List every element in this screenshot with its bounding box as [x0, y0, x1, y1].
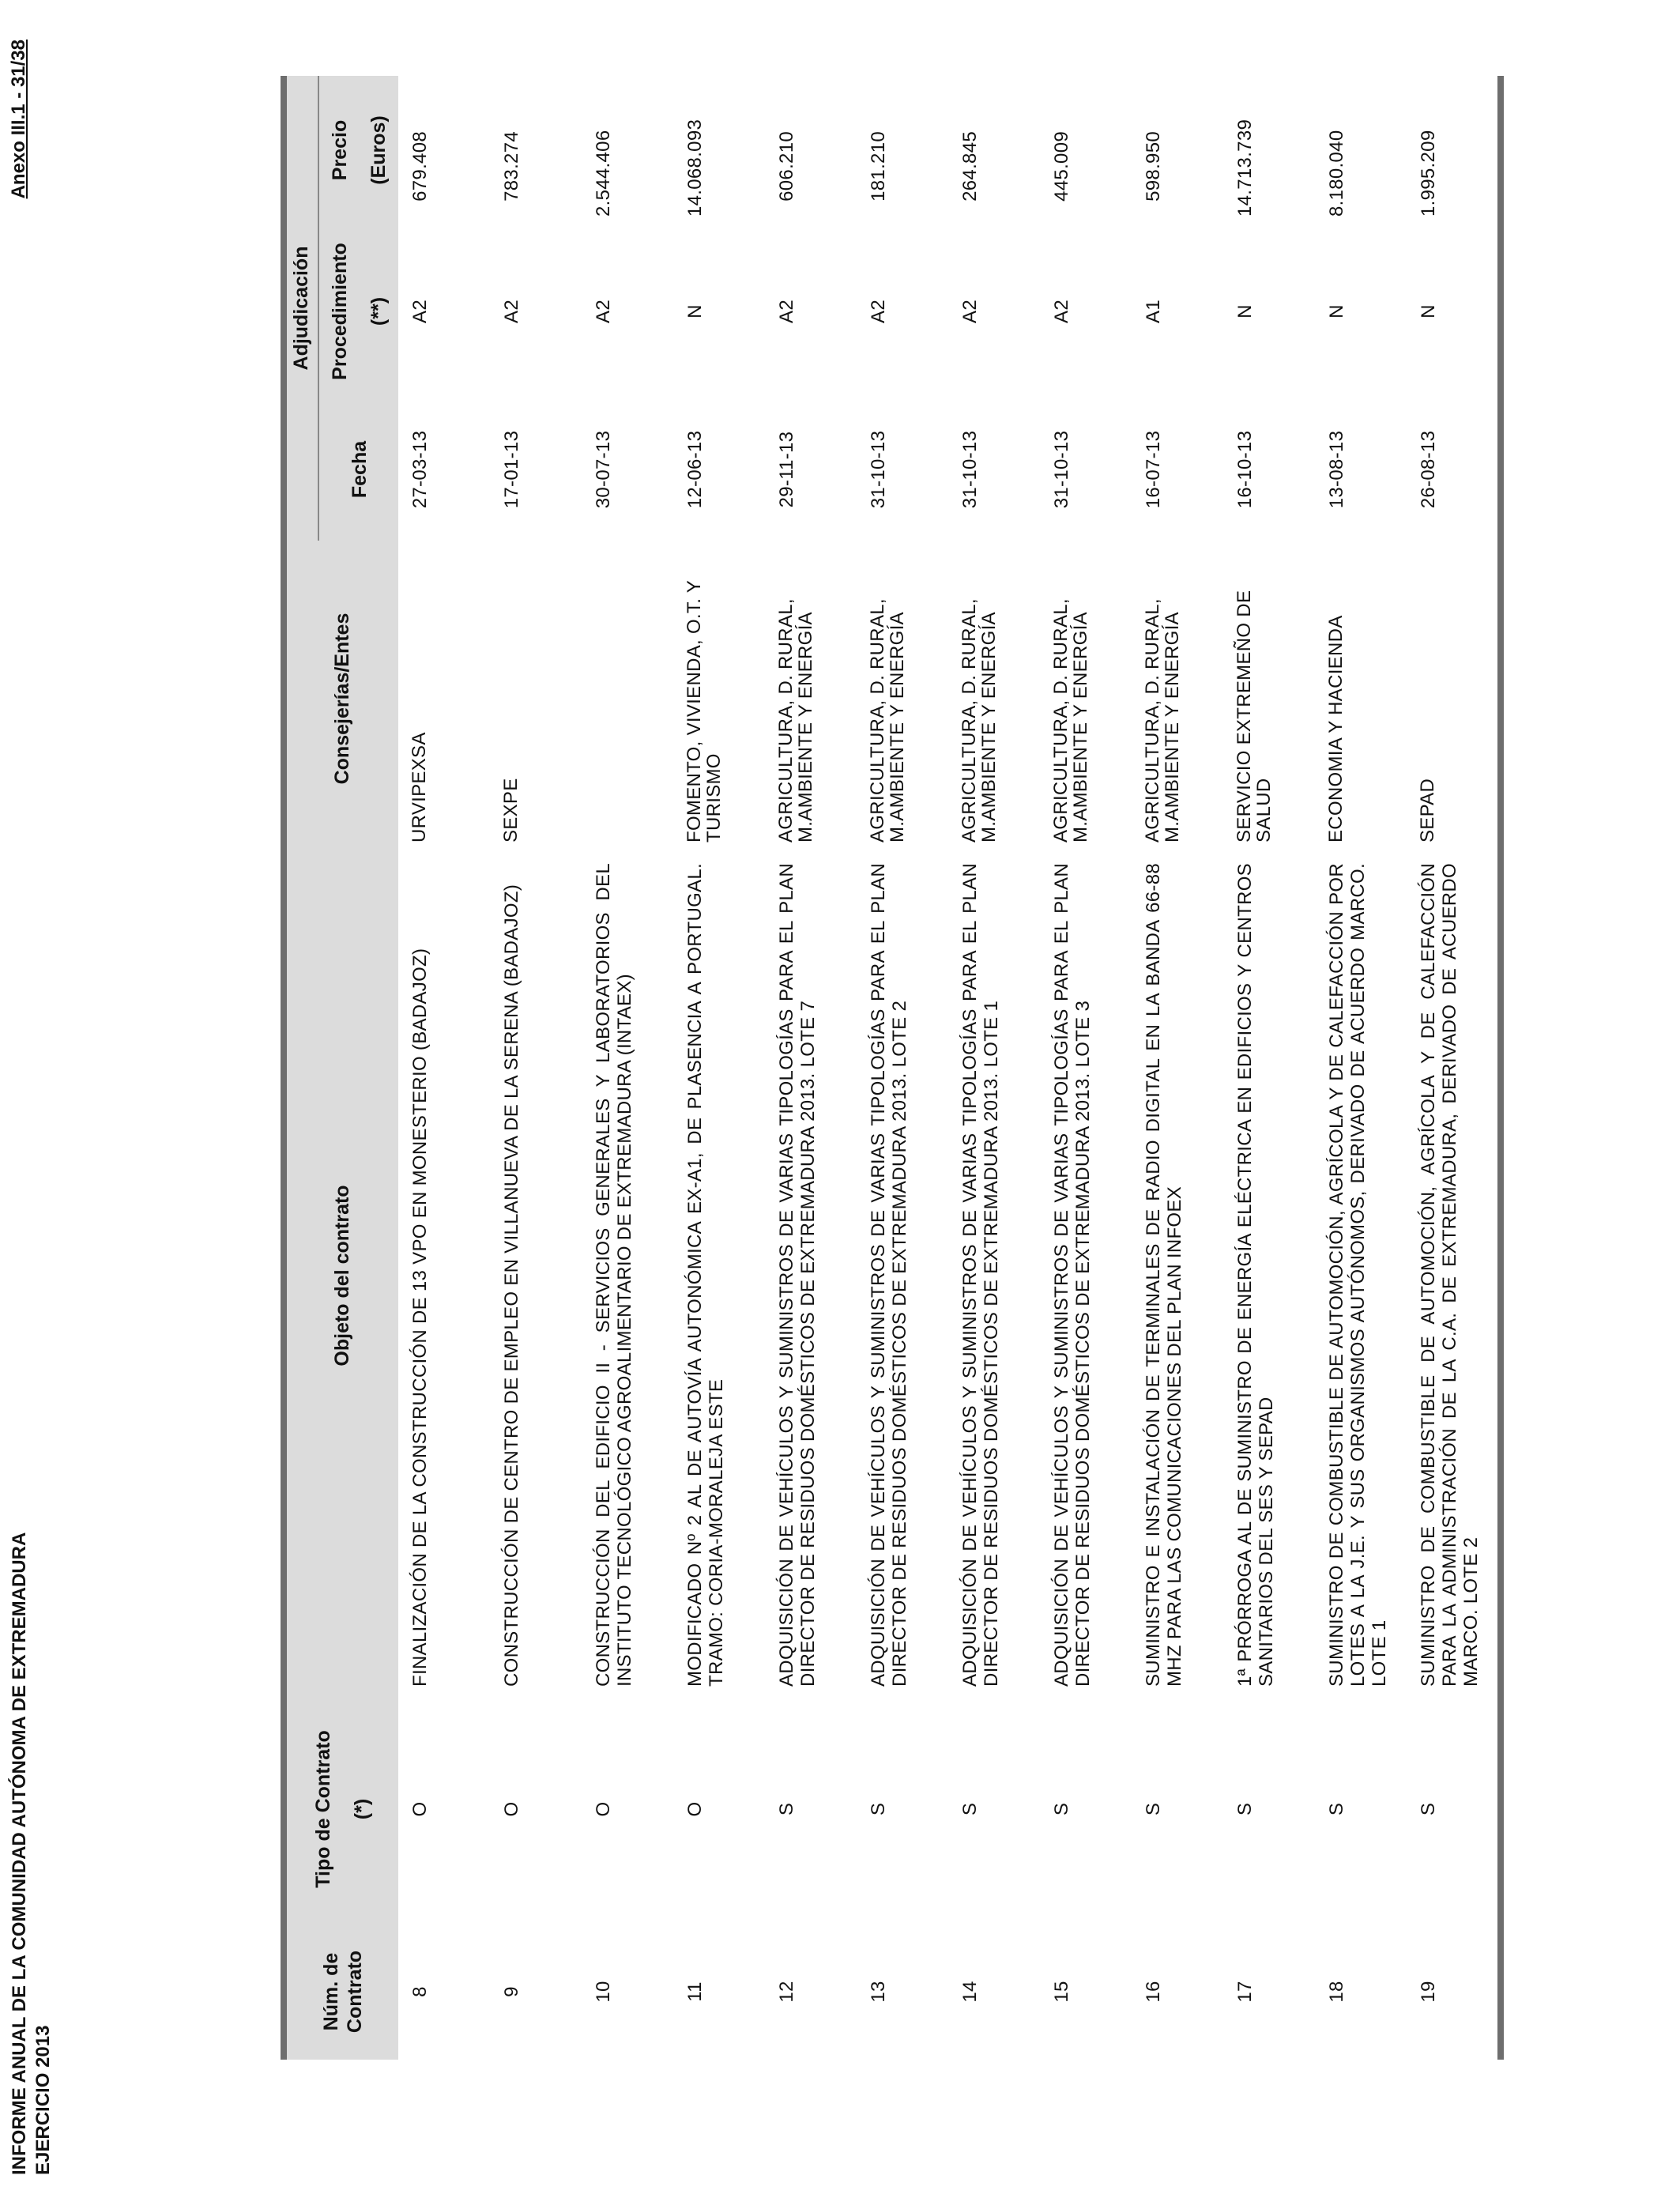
cell-consejeria: [582, 541, 673, 857]
cell-consejeria: AGRICULTURA, D. RURAL, M.AMBIENTE Y ENERGÍA: [775, 598, 816, 843]
cell-objeto: ADQUISICIÓN DE VEHÍCULOS Y SUMINISTROS DE VARIAS TIPOLOGÍAS PARA EL PLAN DIRECTOR DE RESIDUOS DOMÉSTICOS DE EXTREMADURA 2013. LOTE 1: [959, 863, 1002, 1687]
table-row: [1040, 76, 1132, 2060]
table-row: [673, 76, 765, 2060]
cell-consejeria: SEPAD: [1407, 541, 1501, 857]
cell-tipo: O: [593, 1801, 614, 1817]
cell-num: 15: [1051, 1981, 1072, 2003]
table-row: [398, 76, 490, 2060]
header-consejerias: Consejerías/Entes: [284, 541, 398, 857]
report-header: [8, 1532, 55, 2175]
cell-num: 17: [1234, 1981, 1256, 2003]
cell-objeto: ADQUISICIÓN DE VEHÍCULOS Y SUMINISTROS DE VARIAS TIPOLOGÍAS PARA EL PLAN DIRECTOR DE RESIDUOS DOMÉSTICOS DE EXTREMADURA 2013. LOTE 7: [776, 863, 819, 1687]
cell-objeto: SUMINISTRO DE COMBUSTIBLE DE AUTOMOCIÓN, AGRÍCOLA Y DE CALEFACCIÓN POR LOTES A LA J.E. Y SUS ORGANISMOS AUTÓNOMOS, DERIVADO DE ACUERDO MARCO. LOTE 1: [1326, 863, 1390, 1687]
header-tipo-note: (*): [350, 1798, 373, 1820]
cell-procedimiento: A2: [959, 300, 981, 323]
cell-fecha: 31-10-13: [1051, 430, 1072, 509]
cell-precio: 598.950: [1143, 131, 1164, 202]
cell-consejeria: AGRICULTURA, D. RURAL, M.AMBIENTE Y ENERGÍA: [867, 598, 908, 843]
table-body: [398, 76, 1501, 2060]
header-tipo-contrato: [284, 1695, 398, 1924]
cell-precio: 606.210: [776, 131, 797, 202]
header-num-line2: Contrato: [343, 1950, 366, 2034]
cell-tipo: S: [959, 1802, 981, 1816]
table-header: [284, 76, 398, 2060]
cell-tipo: S: [1143, 1802, 1164, 1816]
header-procedimiento-label: Procedimiento: [329, 243, 351, 380]
cell-fecha: 26-08-13: [1407, 398, 1501, 541]
table-row: [1132, 76, 1223, 2060]
table-row: [582, 76, 673, 2060]
cell-tipo: O: [409, 1801, 431, 1817]
header-tipo-label: Tipo de Contrato: [311, 1730, 334, 1888]
cell-num: 14: [959, 1981, 981, 2003]
cell-procedimiento: N: [1234, 304, 1256, 319]
cell-tipo: S: [1051, 1802, 1072, 1816]
cell-consejeria: URVIPEXSA: [409, 732, 430, 843]
cell-objeto: FINALIZACIÓN DE LA CONSTRUCCIÓN DE 13 VPO EN MONESTERIO (BADAJOZ): [409, 948, 431, 1687]
cell-fecha: 30-07-13: [593, 430, 614, 509]
cell-tipo: O: [501, 1801, 522, 1817]
cell-num: 8: [409, 1986, 431, 1997]
header-procedimiento: [318, 224, 398, 398]
header-procedimiento-note: (**): [367, 296, 390, 326]
cell-objeto: SUMINISTRO E INSTALACIÓN DE TERMINALES DE RADIO DIGITAL EN LA BANDA 66-88 MHZ PARA LAS COMUNICACIONES DEL PLAN INFOEX: [1143, 863, 1185, 1687]
cell-tipo: S: [1407, 1695, 1501, 1924]
contracts-table: [281, 76, 1504, 2060]
cell-num: 10: [593, 1981, 614, 2003]
cell-procedimiento: A2: [501, 300, 522, 323]
cell-fecha: 12-06-13: [684, 430, 706, 509]
cell-procedimiento: A2: [409, 300, 431, 323]
cell-precio: 14.713.739: [1234, 119, 1256, 217]
cell-consejeria: ECONOMIA Y HACIENDA: [1325, 615, 1347, 843]
cell-tipo: S: [776, 1802, 797, 1816]
cell-objeto: CONSTRUCCIÓN DEL EDIFICIO II - SERVICIOS GENERALES Y LABORATORIOS DEL INSTITUTO TECNOLÓGICO AGROALIMENTARIO DE EXTREMADURA (INTAEX): [593, 863, 635, 1687]
cell-fecha: 27-03-13: [409, 430, 431, 509]
cell-precio: 445.009: [1051, 131, 1072, 202]
cell-precio: 181.210: [868, 131, 889, 202]
cell-procedimiento: N: [1407, 224, 1501, 398]
cell-fecha: 17-01-13: [501, 430, 522, 509]
cell-precio: 783.274: [501, 131, 522, 202]
cell-tipo: S: [868, 1802, 889, 1816]
header-adjudicacion: Adjudicación: [284, 76, 318, 541]
table-row: [948, 76, 1040, 2060]
cell-procedimiento: A2: [1051, 300, 1072, 323]
cell-num: 13: [868, 1981, 889, 2003]
table-row: [1407, 76, 1501, 2060]
cell-num: 19: [1407, 1924, 1501, 2060]
cell-objeto: CONSTRUCCIÓN DE CENTRO DE EMPLEO EN VILLANUEVA DE LA SERENA (BADAJOZ): [501, 884, 522, 1687]
cell-precio: 264.845: [959, 131, 981, 202]
header-precio: [318, 76, 398, 224]
annex-reference: Anexo III.1 - 31/38: [8, 40, 29, 199]
table-row: [1223, 76, 1315, 2060]
cell-consejeria: SERVICIO EXTREMEÑO DE SALUD: [1234, 590, 1275, 843]
report-title: INFORME ANUAL DE LA COMUNIDAD AUTÓNOMA DE EXTREMADURA: [9, 1532, 30, 2175]
header-num-line1: Núm. de: [319, 1952, 342, 2031]
cell-fecha: 13-08-13: [1326, 430, 1347, 509]
cell-consejeria: AGRICULTURA, D. RURAL, M.AMBIENTE Y ENERGÍA: [1142, 598, 1183, 843]
cell-precio: 1.995.209: [1407, 76, 1501, 224]
table-row: [765, 76, 857, 2060]
cell-objeto: ADQUISICIÓN DE VEHÍCULOS Y SUMINISTROS DE VARIAS TIPOLOGÍAS PARA EL PLAN DIRECTOR DE RESIDUOS DOMÉSTICOS DE EXTREMADURA 2013. LOTE 2: [868, 863, 910, 1687]
cell-objeto: MODIFICADO Nº 2 AL DE AUTOVÍA AUTONÓMICA EX-A1, DE PLASENCIA A PORTUGAL. TRAMO: CORIA-MORALEJA ESTE: [684, 863, 727, 1687]
header-precio-note: (Euros): [367, 115, 390, 185]
cell-num: 18: [1326, 1981, 1347, 2003]
header-fecha: Fecha: [318, 398, 398, 541]
cell-fecha: 16-07-13: [1143, 430, 1164, 509]
cell-tipo: S: [1326, 1802, 1347, 1816]
cell-num: 9: [501, 1986, 522, 1997]
cell-procedimiento: A2: [593, 300, 614, 323]
table-row: [1315, 76, 1407, 2060]
cell-fecha: 31-10-13: [959, 430, 981, 509]
cell-objeto: 1ª PRÓRROGA AL DE SUMINISTRO DE ENERGÍA ELÉCTRICA EN EDIFICIOS Y CENTROS SANITARIOS DEL SES Y SEPAD: [1234, 863, 1277, 1687]
cell-consejeria: FOMENTO, VIVIENDA, O.T. Y TURISMO: [684, 580, 725, 843]
table-row: [857, 76, 948, 2060]
cell-procedimiento: A1: [1143, 300, 1164, 323]
cell-fecha: 16-10-13: [1234, 430, 1256, 509]
cell-precio: 2.544.406: [593, 130, 614, 217]
cell-fecha: 31-10-13: [868, 430, 889, 509]
table-row: [490, 76, 582, 2060]
cell-consejeria: SEXPE: [500, 778, 522, 843]
cell-num: 16: [1143, 1981, 1164, 2003]
cell-objeto: SUMINISTRO DE COMBUSTIBLE DE AUTOMOCIÓN, AGRÍCOLA Y DE CALEFACCIÓN PARA LA ADMINISTRACIÓN DE LA C.A. DE EXTREMADURA, DERIVADO DE ACUERDO MARCO. LOTE 2: [1407, 857, 1501, 1695]
cell-tipo: O: [684, 1801, 706, 1817]
header-precio-label: Precio: [329, 119, 351, 181]
cell-tipo: S: [1234, 1802, 1256, 1816]
header-num-contrato: [284, 1924, 398, 2060]
cell-consejeria: AGRICULTURA, D. RURAL, M.AMBIENTE Y ENERGÍA: [959, 598, 1000, 843]
cell-num: 11: [684, 1981, 706, 2002]
cell-num: 12: [776, 1981, 797, 2003]
header-objeto: Objeto del contrato: [284, 857, 398, 1695]
cell-procedimiento: A2: [868, 300, 889, 323]
cell-precio: 679.408: [409, 131, 431, 202]
cell-fecha: 29-11-13: [776, 431, 797, 508]
cell-consejeria: AGRICULTURA, D. RURAL, M.AMBIENTE Y ENERGÍA: [1050, 598, 1091, 843]
cell-procedimiento: N: [684, 304, 706, 319]
cell-procedimiento: N: [1326, 304, 1347, 319]
cell-procedimiento: A2: [776, 300, 797, 323]
report-year: EJERCICIO 2013: [32, 2025, 54, 2175]
cell-precio: 14.068.093: [684, 119, 706, 217]
cell-precio: 8.180.040: [1326, 130, 1347, 217]
cell-objeto: ADQUISICIÓN DE VEHÍCULOS Y SUMINISTROS DE VARIAS TIPOLOGÍAS PARA EL PLAN DIRECTOR DE RESIDUOS DOMÉSTICOS DE EXTREMADURA 2013. LOTE 3: [1051, 863, 1094, 1687]
